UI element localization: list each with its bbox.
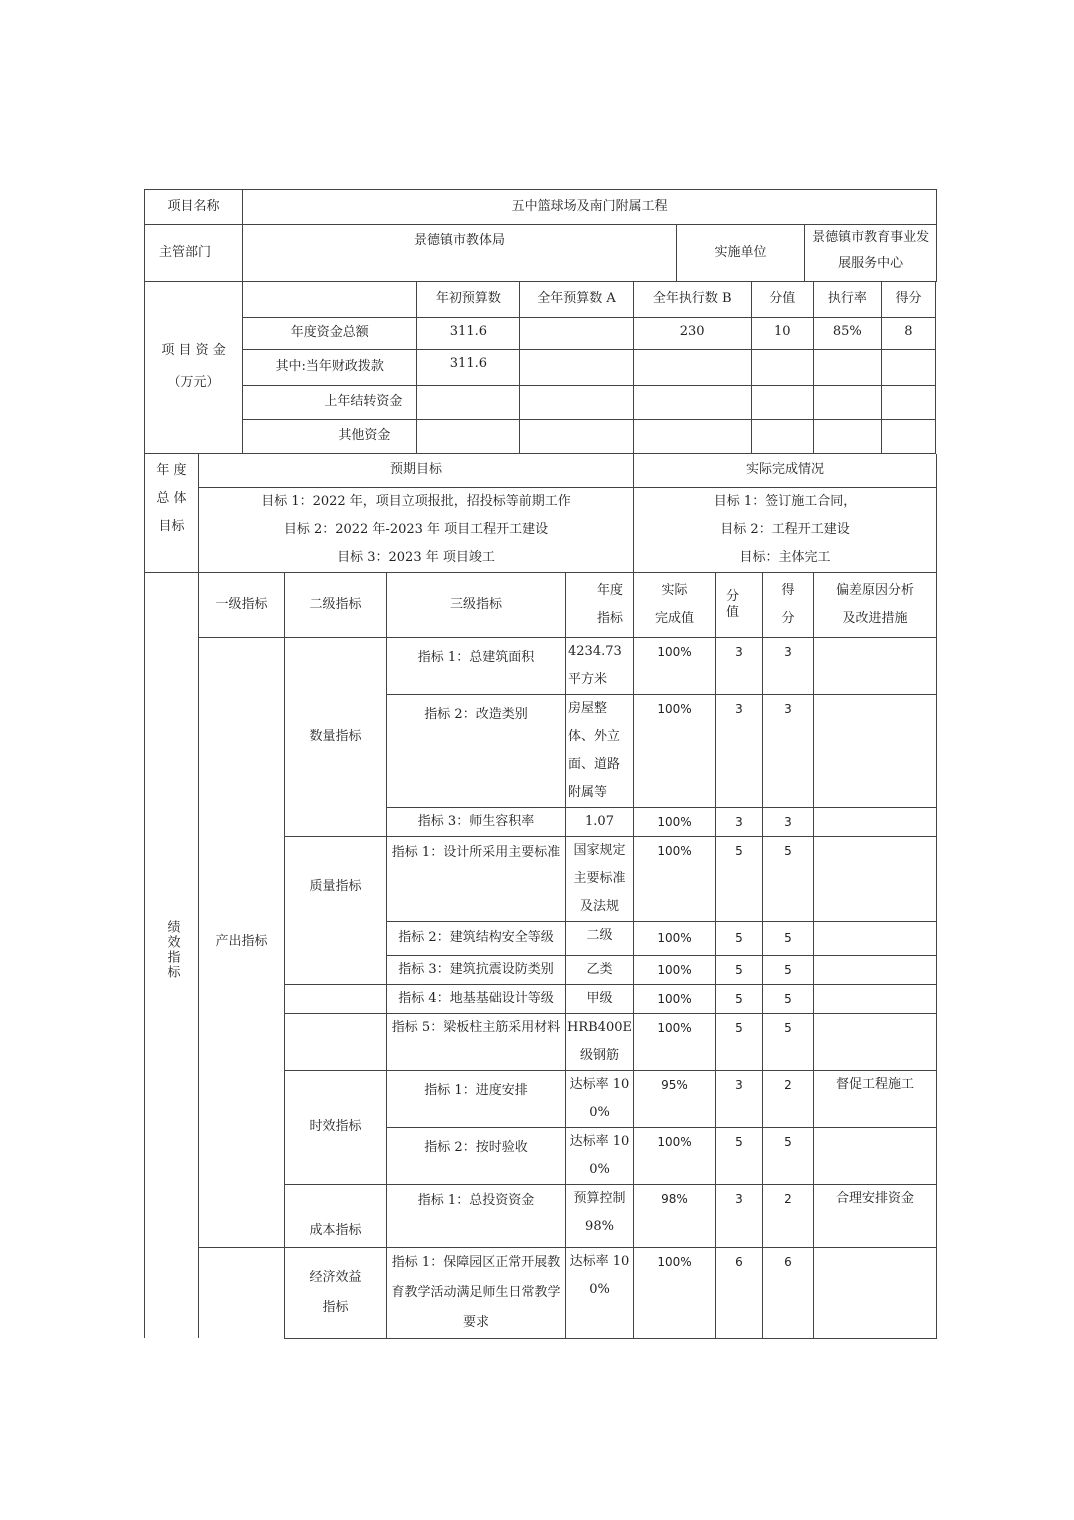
indicator-actual: 100% — [634, 836, 716, 921]
impl-unit-value: 景德镇市教育事业发展服务中心 — [805, 225, 937, 282]
expected-goal-3: 目标 3：2023 年 项目竣工 — [337, 550, 495, 565]
col-year-target-line1: 年度 — [596, 582, 623, 598]
indicator-reason: 督促工程施工 — [814, 1070, 937, 1127]
expected-goal-1: 目标 1：2022 年，项目立项报批，招投标等前期工作 — [261, 494, 571, 509]
funds-row-label: 上年结转资金 — [243, 385, 417, 419]
perf-side-label-text: 绩效指标 — [164, 920, 180, 980]
indicator-name: 指标 1：进度安排 — [387, 1070, 566, 1127]
dept-value: 景德镇市教体局 — [243, 225, 677, 282]
impl-unit-label: 实施单位 — [677, 225, 805, 282]
funds-row-label: 其他资金 — [243, 419, 417, 453]
funds-row-rate — [813, 349, 881, 385]
funds-table — [144, 282, 936, 454]
indicator-name: 指标 3：师生容积率 — [387, 807, 566, 836]
col-exec: 全年执行数 B — [633, 282, 751, 317]
col-year-target — [566, 573, 634, 637]
indicator-score: 5 — [763, 984, 814, 1013]
indicator-target: 4234.73 平方米 — [566, 637, 634, 694]
indicator-actual: 100% — [634, 1247, 716, 1338]
actual-goals — [634, 488, 937, 573]
funds-row-label: 其中:当年财政拨款 — [243, 349, 417, 385]
dept-label: 主管部门 — [145, 225, 243, 282]
funds-label — [145, 282, 243, 453]
funds-row-exec: 230 — [633, 317, 751, 349]
l2-cost: 成本指标 — [285, 1184, 387, 1247]
funds-header-blank — [243, 282, 417, 317]
indicator-value: 3 — [716, 637, 763, 694]
indicator-actual: 100% — [634, 1127, 716, 1184]
col-score-value: 分值 — [751, 282, 813, 317]
indicator-name: 指标 1：总投资资金 — [387, 1184, 566, 1247]
indicator-actual: 100% — [634, 807, 716, 836]
funds-row-score — [881, 349, 935, 385]
indicator-score: 6 — [763, 1247, 814, 1338]
indicator-value: 6 — [716, 1247, 763, 1338]
funds-row-value — [751, 349, 813, 385]
funds-row-exec — [633, 419, 751, 453]
indicator-target: 达标率 100% — [566, 1247, 634, 1338]
expected-goal-2: 目标 2：2022 年-2023 年 项目工程开工建设 — [283, 522, 549, 537]
funds-row-rate — [813, 419, 881, 453]
indicator-actual: 100% — [634, 694, 716, 807]
indicator-value: 3 — [716, 1070, 763, 1127]
indicator-actual: 98% — [634, 1184, 716, 1247]
indicator-actual: 100% — [634, 921, 716, 955]
funds-row-full — [520, 419, 633, 453]
col-reason-line1: 偏差原因分析 — [835, 582, 914, 598]
indicator-name: 指标 2：按时验收 — [387, 1127, 566, 1184]
goals-label — [145, 454, 199, 573]
indicator-name: 指标 2：改造类别 — [387, 694, 566, 807]
indicator-target: 甲级 — [566, 984, 634, 1013]
indicator-reason — [814, 1127, 937, 1184]
indicator-reason — [814, 921, 937, 955]
indicator-value: 3 — [716, 807, 763, 836]
indicator-target: 国家规定主要标准及法规 — [566, 836, 634, 921]
indicator-score: 2 — [763, 1184, 814, 1247]
indicator-value: 5 — [716, 984, 763, 1013]
performance-evaluation-table — [144, 189, 937, 282]
funds-row-full — [520, 349, 633, 385]
indicator-reason — [814, 1013, 937, 1070]
actual-goals-header: 实际完成情况 — [634, 454, 937, 488]
col-l3: 三级指标 — [387, 573, 566, 637]
indicator-value: 3 — [716, 694, 763, 807]
indicator-actual: 100% — [634, 955, 716, 984]
indicator-name: 指标 5：梁板柱主筋采用材料 — [387, 1013, 566, 1070]
l2-time: 时效指标 — [285, 1070, 387, 1184]
col-value — [716, 573, 763, 637]
indicator-target: 1.07 — [566, 807, 634, 836]
l1-output: 产出指标 — [199, 637, 285, 1247]
indicator-target: 达标率 100% — [566, 1070, 634, 1127]
actual-goal-2: 目标 2：工程开工建设 — [720, 522, 850, 537]
l2-quantity: 数量指标 — [285, 637, 387, 836]
funds-row-full — [520, 385, 633, 419]
indicator-name: 指标 1：保障园区正常开展教育教学活动满足师生日常教学要求 — [387, 1247, 566, 1338]
funds-row-rate — [813, 385, 881, 419]
indicator-value: 5 — [716, 955, 763, 984]
goals-label-line3: 目标 — [158, 518, 185, 534]
indicator-actual: 100% — [634, 984, 716, 1013]
col-score-line2: 分 — [781, 610, 795, 626]
funds-row-value: 10 — [751, 317, 813, 349]
col-score: 得分 — [881, 282, 935, 317]
expected-goals — [199, 488, 634, 573]
indicator-reason — [814, 836, 937, 921]
l2-quality: 质量指标 — [285, 836, 387, 984]
performance-indicators-table — [144, 573, 937, 1339]
indicator-target: 二级 — [566, 921, 634, 955]
indicator-score: 5 — [763, 921, 814, 955]
col-l1: 一级指标 — [199, 573, 285, 637]
funds-row-label: 年度资金总额 — [243, 317, 417, 349]
indicator-value: 5 — [716, 1013, 763, 1070]
funds-row-exec — [633, 349, 751, 385]
funds-row-score: 8 — [881, 317, 935, 349]
funds-label-line1: 项 目 资 金 — [161, 343, 226, 359]
col-rate: 执行率 — [813, 282, 881, 317]
l2-empty — [285, 984, 387, 1013]
goals-table — [144, 454, 937, 574]
project-name-label: 项目名称 — [145, 190, 243, 225]
goals-label-line1: 年 度 — [156, 462, 187, 478]
funds-row-score — [881, 419, 935, 453]
indicator-score: 2 — [763, 1070, 814, 1127]
funds-row-exec — [633, 385, 751, 419]
funds-row-initial: 311.6 — [417, 317, 520, 349]
indicator-reason — [814, 955, 937, 984]
project-name: 五中篮球场及南门附属工程 — [243, 190, 937, 225]
col-reason — [814, 573, 937, 637]
indicator-reason: 合理安排资金 — [814, 1184, 937, 1247]
indicator-name: 指标 1：总建筑面积 — [387, 637, 566, 694]
indicator-target: 乙类 — [566, 955, 634, 984]
l2-empty — [285, 1013, 387, 1070]
l2-econ-line1: 经济效益 — [309, 1269, 362, 1285]
col-actual-line1: 实际 — [661, 582, 688, 598]
indicator-target: 房屋整体、外立面、道路附属等 — [566, 694, 634, 807]
col-year-target-line2: 指标 — [596, 610, 623, 626]
indicator-reason — [814, 807, 937, 836]
actual-goal-3: 目标：主体完工 — [739, 550, 831, 565]
l2-econ-line2: 指标 — [322, 1299, 349, 1315]
funds-row-value — [751, 385, 813, 419]
indicator-score: 5 — [763, 1013, 814, 1070]
indicator-score: 5 — [763, 836, 814, 921]
perf-side-label — [145, 573, 199, 1338]
col-l2: 二级指标 — [285, 573, 387, 637]
col-value-line1: 分 — [726, 588, 740, 604]
indicator-score: 3 — [763, 637, 814, 694]
col-actual-line2: 完成值 — [654, 610, 694, 626]
indicator-target: HRB400E 级钢筋 — [566, 1013, 634, 1070]
indicator-reason — [814, 1247, 937, 1338]
indicator-actual: 95% — [634, 1070, 716, 1127]
indicator-name: 指标 2：建筑结构安全等级 — [387, 921, 566, 955]
col-score-line1: 得 — [781, 582, 795, 598]
col-reason-line2: 及改进措施 — [842, 610, 908, 626]
indicator-reason — [814, 694, 937, 807]
indicator-name: 指标 1：设计所采用主要标准 — [387, 836, 566, 921]
funds-label-line2: （万元） — [167, 375, 220, 391]
col-initial-budget: 年初预算数 — [417, 282, 520, 317]
indicator-reason — [814, 637, 937, 694]
col-actual — [634, 573, 716, 637]
indicator-score: 5 — [763, 1127, 814, 1184]
goals-label-line2: 总 体 — [156, 490, 187, 506]
performance-table-sheet — [144, 189, 936, 1339]
funds-row-initial — [417, 385, 520, 419]
indicator-name: 指标 4：地基基础设计等级 — [387, 984, 566, 1013]
col-full-budget: 全年预算数 A — [520, 282, 633, 317]
indicator-target: 预算控制 98% — [566, 1184, 634, 1247]
actual-goal-1: 目标 1：签订施工合同， — [713, 494, 857, 509]
l2-econ — [285, 1247, 387, 1338]
indicator-value: 3 — [716, 1184, 763, 1247]
indicator-actual: 100% — [634, 1013, 716, 1070]
indicator-score: 5 — [763, 955, 814, 984]
indicator-target: 达标率 100% — [566, 1127, 634, 1184]
indicator-reason — [814, 984, 937, 1013]
expected-goals-header: 预期目标 — [199, 454, 634, 488]
funds-row-value — [751, 419, 813, 453]
indicator-score: 3 — [763, 694, 814, 807]
indicator-value: 5 — [716, 921, 763, 955]
indicator-name: 指标 3：建筑抗震设防类别 — [387, 955, 566, 984]
indicator-value: 5 — [716, 1127, 763, 1184]
funds-row-initial: 311.6 — [417, 349, 520, 385]
funds-row-score — [881, 385, 935, 419]
funds-row-initial — [417, 419, 520, 453]
indicator-actual: 100% — [634, 637, 716, 694]
indicator-score: 3 — [763, 807, 814, 836]
col-score — [763, 573, 814, 637]
funds-row-rate: 85% — [813, 317, 881, 349]
col-value-line2: 值 — [726, 604, 740, 620]
l1-empty — [199, 1247, 285, 1338]
indicator-value: 5 — [716, 836, 763, 921]
funds-row-full — [520, 317, 633, 349]
